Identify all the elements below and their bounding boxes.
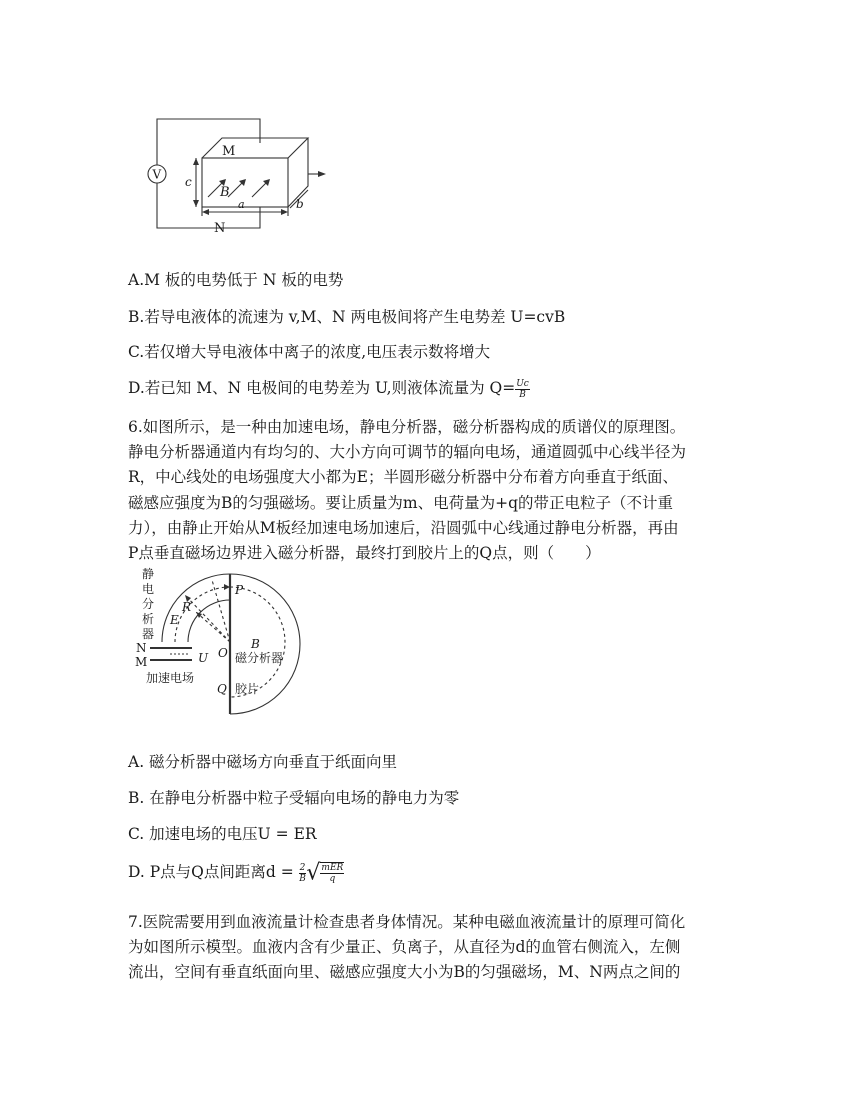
q5-option-d-text: D.若已知 M、N 电极间的电势差为 U,则液体流量为 Q=: [128, 379, 516, 397]
q6-line: P点垂直磁场边界进入磁分析器，最终打到胶片上的Q点，则（ ）: [128, 544, 601, 563]
point-o-label: O: [218, 646, 228, 660]
q6-line: R，中心线处的电场强度大小都为E；半圆形磁分析器中分布着方向垂直于纸面、: [128, 468, 678, 487]
flowmeter-figure: [140, 112, 340, 237]
q6-stem: [128, 415, 728, 566]
mass-spectrometer-figure: [130, 566, 330, 722]
q6-line: 磁感应强度为B的匀强磁场。要让质量为m、电荷量为+q的带正电粒子（不计重: [128, 493, 673, 512]
sqrt-symbol: √: [306, 860, 321, 886]
static-analyzer-char: 析: [142, 612, 155, 626]
radius-r-label: R: [182, 600, 192, 614]
dim-b-label: b: [296, 197, 304, 211]
q6-option-a: A. 磁分析器中磁场方向垂直于纸面向里: [128, 753, 398, 771]
q6-line: 6.如图所示，是一种由加速电场，静电分析器，磁分析器构成的质谱仪的原理图。: [128, 418, 686, 436]
flow-fraction-denominator: B: [519, 389, 526, 400]
point-q-label: Q: [217, 682, 227, 696]
dim-c-label: c: [185, 175, 192, 189]
dim-a-label: a: [238, 198, 245, 211]
flow-fraction: [515, 379, 530, 400]
q5-option-d: [128, 376, 530, 400]
radicand-denominator: q: [329, 874, 336, 884]
q7-line: 7.医院需要用到血液流量计检查患者身体情况。某种电磁血液流量计的原理可简化: [128, 913, 686, 931]
radicand-fraction: [320, 862, 344, 884]
plate-m-label: M: [135, 655, 148, 669]
static-analyzer-char: 分: [142, 597, 155, 611]
q7-line: 为如图所示模型。血液内含有少量正、负离子，从直径为d的血管右侧流入，左侧: [128, 938, 681, 957]
q5-option-c: C.若仅增大导电液体中离子的浓度,电压表示数将增大: [128, 343, 491, 361]
q5-option-a: A.M 板的电势低于 N 板的电势: [128, 271, 344, 289]
voltmeter-label: V: [152, 167, 162, 182]
static-analyzer-char: 静: [142, 567, 155, 581]
q7-stem: [128, 910, 728, 986]
q6-option-d: [128, 860, 344, 886]
magnetic-analyzer-label: 磁分析器: [235, 651, 284, 665]
voltage-u-label: U: [198, 651, 209, 665]
film-label: 胶片: [235, 682, 260, 696]
field-b-label: B: [251, 637, 260, 651]
point-p-label: P: [235, 583, 244, 597]
q6-option-d-text: D. P点与Q点间距离d =: [128, 863, 299, 881]
plate-n-label: N: [136, 641, 147, 655]
flow-fraction-numerator: Uc: [516, 378, 529, 389]
accel-field-label: 加速电场: [146, 671, 195, 685]
distance-fraction-denominator: B: [299, 873, 306, 884]
plate-n-label: N: [214, 221, 226, 236]
q6-option-b: B. 在静电分析器中粒子受辐向电场的静电力为零: [128, 789, 460, 807]
field-b-label: B: [220, 185, 230, 200]
q7-line: 流出，空间有垂直纸面向里、磁感应强度大小为B的匀强磁场，M、N两点之间的: [128, 963, 681, 982]
radicand-numerator: mER: [321, 863, 344, 873]
static-analyzer-char: 器: [142, 627, 155, 641]
plate-m-label: M: [222, 144, 236, 159]
q6-line: 静电分析器通道内有均匀的、大小方向可调节的辐向电场，通道圆弧中心线半径为: [128, 443, 687, 462]
static-analyzer-char: 电: [142, 582, 155, 596]
q5-option-b: B.若导电液体的流速为 v,M、N 两电极间将产生电势差 U=cvB: [128, 308, 566, 326]
field-e-label: E: [170, 613, 179, 627]
q6-option-c: C. 加速电场的电压U = ER: [128, 825, 317, 843]
distance-fraction-numerator: 2: [299, 862, 306, 873]
q6-line: 力），由静止开始从M板经加速电场加速后，沿圆弧中心线通过静电分析器，再由: [128, 518, 679, 537]
